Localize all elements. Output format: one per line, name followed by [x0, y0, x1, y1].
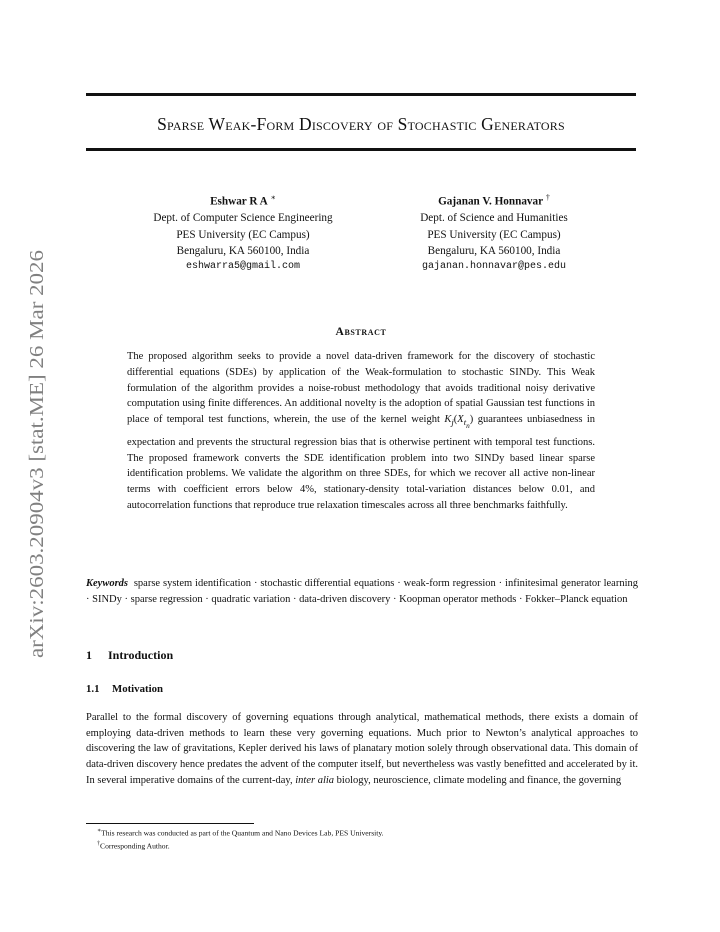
- section-title: Introduction: [108, 648, 174, 662]
- subsection-heading: [86, 683, 163, 695]
- footnotes: [97, 826, 384, 852]
- title-rule-bottom: [86, 148, 636, 151]
- author-name: Eshwar R A: [210, 195, 268, 208]
- author-institution: PES University (EC Campus): [427, 228, 561, 241]
- subsection-title: Motivation: [112, 683, 163, 695]
- title-rule-top: [86, 93, 636, 96]
- abstract-text-part-1: The proposed algorithm seeks to provide a novel data-driven framework for the discovery of stochastic differential equations (SDEs) by application of the Weak-formulation to stochastic SINDy. This Weak formulation of the algorithm provides a noise-robust methodology that avoids traditional noisy derivative computation using finite differences. An additional novelty is the adoption of spatial Gaussian test functions in place of temporal test functions, wherein, the use of the kernel weight: [127, 351, 595, 426]
- latin-phrase: inter alia: [295, 774, 335, 786]
- kernel-weight-math: $K_j(X_{t_n})$: [444, 414, 474, 431]
- section-number: 1: [86, 648, 92, 662]
- author-block-2: [384, 190, 604, 276]
- author-block-1: [128, 190, 358, 276]
- arxiv-side-stamp-text: arXiv:2603.20904v3 [stat.ME] 26 Mar 2026: [26, 293, 48, 658]
- author-address: Bengaluru, KA 560100, India: [176, 244, 310, 257]
- footnote-rule: [86, 823, 254, 824]
- paper-title: Sparse Weak-Form Discovery of Stochastic Generators: [157, 114, 565, 134]
- abstract-text-part-2: guarantees unbiasedness in expectation and prevents the structural regression bias that is otherwise pertinent with temporal test functions. The proposed framework converts the SDE identification problem into two SINDy based linear sparse identification problems. We validate the algorithm on three SDEs, for which we recover all active non-linear terms with coefficient errors below 4%, stationary-density total-variation distances below 0.01, and autocorrelation functions that reproduce true relaxation timescales across all three benchmarks faithfully.: [127, 414, 596, 512]
- arxiv-side-stamp: [14, 248, 54, 658]
- subsection-number: 1.1: [86, 683, 100, 695]
- footnote: ∗This research was conducted as part of the Quantum and Nano Devices Lab, PES University.: [97, 828, 384, 838]
- author-dept: Dept. of Computer Science Engineering: [153, 212, 333, 225]
- keywords-list: sparse system identification · stochastic differential equations · weak-form regression · infinitesimal generator learning · SINDy · sparse regression · quadratic variation · data-driven discovery · Koopman operator methods · Fokker–Planck equation: [86, 578, 638, 605]
- abstract-heading: Abstract: [335, 326, 387, 338]
- footnote: †Corresponding Author.: [97, 841, 170, 851]
- keywords: [86, 576, 638, 608]
- author-footnote-mark: ∗: [270, 193, 276, 202]
- intro-paragraph-part-1: Parallel to the formal discovery of governing equations through analytical, mathematical methods, there exists a domain of employing data-driven methods to learn these very governing equations. Much prior to Newton’s analytical approaches to discovering the law of gravitations, Kepler derived his laws of planatary motion solely through observational data. This domain of data-driven discovery hence predates the advent of the computer itself, but nevertheless was vastly benefitted and accelerated by it. In several imperative domains of the current-day,: [86, 712, 638, 786]
- keywords-label: Keywords: [86, 578, 128, 589]
- abstract-text: [127, 349, 595, 514]
- author-name: Gajanan V. Honnavar: [438, 195, 544, 208]
- author-footnote-mark: †: [545, 193, 550, 202]
- intro-paragraph: [86, 710, 638, 789]
- author-dept: Dept. of Science and Humanities: [420, 212, 568, 225]
- author-address: Bengaluru, KA 560100, India: [427, 244, 561, 257]
- author-email[interactable]: eshwarra5@gmail.com: [185, 261, 301, 273]
- author-institution: PES University (EC Campus): [176, 228, 310, 241]
- section-heading: [86, 648, 173, 663]
- intro-paragraph-part-2: biology, neuroscience, climate modeling and finance, the governing: [336, 774, 622, 786]
- author-email[interactable]: gajanan.honnavar@pes.edu: [421, 261, 567, 273]
